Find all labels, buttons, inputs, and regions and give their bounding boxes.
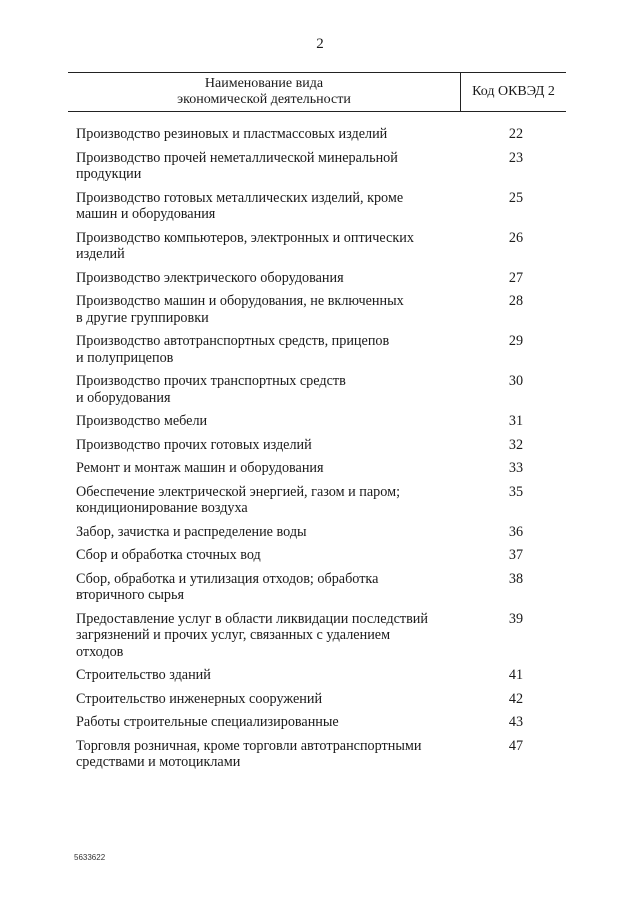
activity-name: Производство мебели	[76, 413, 208, 429]
okved-code: 41	[508, 667, 524, 683]
header-okved-code: Код ОКВЭД 2	[472, 84, 555, 99]
okved-code: 37	[508, 547, 524, 563]
table-row	[68, 524, 566, 541]
table-row	[68, 571, 566, 604]
page-number: 2	[316, 36, 324, 52]
okved-code: 42	[508, 690, 524, 707]
table-row	[68, 373, 566, 406]
activity-code-table	[68, 72, 566, 770]
activity-name: Строительство инженерных сооружений	[76, 690, 323, 707]
header-activity-name	[68, 76, 460, 108]
activity-name: Производство прочих транспортных средств и оборудования	[76, 373, 346, 406]
header-activity-name-line1: Наименование вида	[204, 76, 324, 91]
table-row	[68, 293, 566, 326]
table-row	[68, 190, 566, 223]
okved-code: 25	[508, 189, 524, 206]
table-row	[68, 484, 566, 517]
activity-name: Забор, зачистка и распределение воды	[76, 523, 307, 540]
table-row	[68, 413, 566, 430]
activity-name: Производство компьютеров, электронных и оптических изделий	[76, 229, 414, 262]
table-header	[68, 72, 566, 112]
table-row	[68, 437, 566, 454]
okved-code: 38	[508, 570, 524, 587]
table-row	[68, 150, 566, 183]
okved-code: 26	[508, 229, 524, 246]
okved-code: 32	[508, 436, 524, 453]
activity-name: Производство прочей неметаллической минеральной продукции	[76, 149, 398, 182]
activity-name: Работы строительные специализированные	[76, 714, 339, 730]
activity-name: Обеспечение электрической энергией, газом и паром; кондиционирование воздуха	[76, 483, 401, 516]
activity-name: Производство резиновых и пластмассовых изделий	[76, 126, 388, 142]
table-row	[68, 714, 566, 731]
table-row	[68, 547, 566, 564]
okved-code: 39	[508, 610, 524, 627]
table-row	[68, 270, 566, 287]
okved-code: 35	[508, 483, 524, 500]
table-row	[68, 611, 566, 661]
okved-code: 30	[508, 373, 524, 389]
activity-name: Производство готовых металлических изделий, кроме машин и оборудования	[76, 189, 404, 222]
activity-name: Производство прочих готовых изделий	[76, 436, 312, 453]
activity-name: Ремонт и монтаж машин и оборудования	[76, 460, 324, 476]
okved-code: 33	[508, 460, 524, 476]
table-row	[68, 738, 566, 771]
okved-code: 27	[508, 269, 524, 286]
okved-code: 22	[508, 126, 524, 142]
activity-name: Сбор, обработка и утилизация отходов; обработка вторичного сырья	[76, 570, 379, 603]
activity-name: Производство электрического оборудования	[76, 269, 344, 286]
document-footer-id: 5633622	[74, 853, 106, 862]
table-row	[68, 460, 566, 477]
okved-code: 31	[508, 413, 524, 429]
okved-code: 28	[508, 293, 524, 309]
table-row	[68, 691, 566, 708]
table-row	[68, 333, 566, 366]
header-activity-name-line2: экономической деятельности	[177, 92, 351, 107]
okved-code: 23	[508, 149, 524, 166]
table-body	[68, 126, 566, 778]
table-row	[68, 126, 566, 143]
activity-name: Строительство зданий	[76, 667, 211, 683]
activity-name: Производство машин и оборудования, не включенных в другие группировки	[76, 293, 404, 326]
activity-name: Сбор и обработка сточных вод	[76, 547, 261, 563]
table-row	[68, 230, 566, 263]
okved-code: 36	[508, 523, 524, 540]
okved-code: 43	[508, 714, 524, 730]
activity-name: Предоставление услуг в области ликвидации последствий загрязнений и прочих услуг, связанных с удалением отходов	[76, 610, 428, 660]
okved-code: 47	[508, 737, 524, 754]
activity-name: Производство автотранспортных средств, прицепов и полуприцепов	[76, 333, 390, 366]
table-row	[68, 667, 566, 684]
okved-code: 29	[508, 333, 524, 349]
activity-name: Торговля розничная, кроме торговли автотранспортными средствами и мотоциклами	[76, 737, 422, 770]
